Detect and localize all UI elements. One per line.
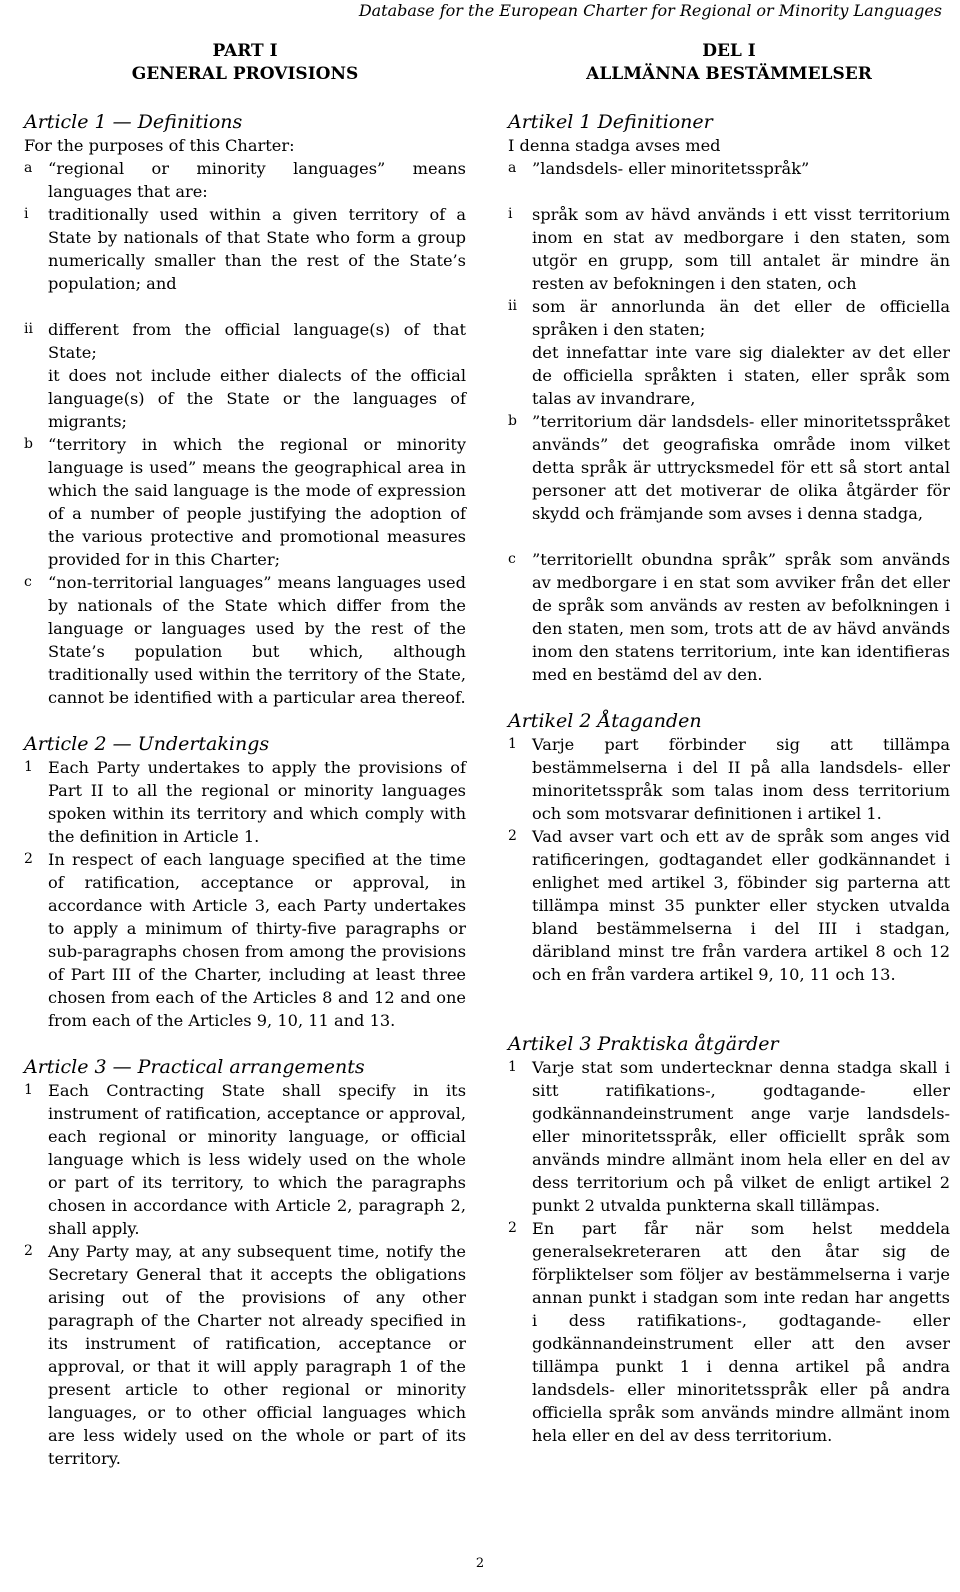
definition-a-i [508,203,950,295]
item-label: 1 [508,736,517,752]
item-text: “regional or minority languages” means languages that are: [48,159,466,201]
article-3-title: Article 3 — Practical arrangements [24,1056,365,1078]
item-label: 2 [24,851,33,867]
item-text: “non-territorial languages” means languages used by nationals of the State which differ from the language or languages used by the rest of the State’s population but which, although traditionally used within the territory of the State, cannot be identified with a particular area thereof. [48,573,466,707]
article-1-title: Artikel 1 Definitioner [508,111,713,133]
definition-a-ii [24,318,466,364]
definition-a [508,157,950,180]
item-text: Varje part förbinder sig att tillämpa bestämmelserna i del II på alla landsdels- eller minoritetsspråk som talas inom dess territorium och som motsvarar definitionen i artikel 1. [532,735,950,823]
item-label: c [508,551,516,567]
item-label: 2 [508,828,517,844]
definition-a-note: det innefattar inte vare sig dialekter av det eller de officiella språkten i staten, eller språk som talas av invandrare, [532,343,950,408]
definition-c [508,548,950,686]
item-label: a [24,160,33,176]
article-1-title: Article 1 — Definitions [24,111,243,133]
article-2-paragraph-2 [508,825,950,986]
definition-a [24,157,466,203]
part-title: GENERAL PROVISIONS [131,64,359,84]
article-1-intro: I denna stadga avses med [508,136,721,155]
part-title: ALLMÄNNA BESTÄMMELSER [586,64,872,84]
article-3-paragraph-2 [508,1217,950,1447]
item-label: 1 [508,1059,517,1075]
swedish-column [508,40,950,1447]
part-number: PART I [212,41,278,61]
article-2-paragraph-2 [24,848,466,1032]
item-label: i [24,206,29,222]
item-label: 2 [508,1220,517,1236]
item-label: ii [24,321,33,337]
item-label: 2 [24,1243,33,1259]
item-label: i [508,206,513,222]
item-text: Vad avser vart och ett av de språk som anges vid ratificeringen, godtagandet eller godkännandet i enlighet med artikel 3, föbinder sig parterna att tillämpa minst 35 punkter eller stycken utvalda bland bestämmelserna i del III i stadgan, däribland minst tre från vardera artikel 8 och 12 och en från vardera artikel 9, 10, 11 och 13. [532,827,950,984]
item-text: ”territoriellt obundna språk” språk som används av medborgare i en stat som avviker från det eller de språk som används av resten av befolkningen i den staten, men som, trots att de av hävd används inom den statens territorium, inte kan identifieras med en bestämd del av den. [532,550,950,684]
definition-b [508,410,950,525]
item-text: Any Party may, at any subsequent time, notify the Secretary General that it accepts the obligations arising out of the provisions of any other paragraph of the Charter not already specified in its instrument of ratification, acceptance or approval, or that it will apply paragraph 1 of the present article to other regional or minority languages, or to other official languages which are less widely used on the whole or part of its territory. [48,1242,466,1468]
item-label: b [24,436,33,452]
item-text: En part får när som helst meddela generalsekreteraren att den åtar sig de förpliktelser som följer av bestämmelserna i varje annan punkt i stadgan som inte redan har angetts i dess ratifikations-, godtagande- eller godkännandeinstrument eller att den avser tillämpa punkt 1 i denna artikel på andra landsdels- eller minoritetsspråk eller på andra officiella språk som används mindre allmänt inom hela eller en del av dess territorium. [532,1219,950,1445]
item-label: b [508,413,517,429]
item-label: a [508,160,517,176]
article-2-paragraph-1 [508,733,950,825]
item-label: c [24,574,32,590]
article-3-paragraph-1 [24,1079,466,1240]
item-label: 1 [24,1082,33,1098]
item-text: ”territorium där landsdels- eller minoritetsspråket används” det geografiska område inom vilket detta språk är uttrycksmedel för ett så stort antal personer att det motiverar de olika åtgärder för skydd och främjande som avses i denna stadga, [532,412,950,523]
item-text: språk som av hävd används i ett visst territorium inom en stat av medborgare i den staten, som utgör en grupp, som till antalet är mindre än resten av befokningen i den staten, och [532,205,950,293]
article-2-title: Artikel 2 Åtaganden [508,710,702,732]
part-heading [24,40,466,86]
part-number: DEL I [702,41,756,61]
article-2-title: Article 2 — Undertakings [24,733,270,755]
definition-a-i [24,203,466,295]
article-3-paragraph-1 [508,1056,950,1217]
item-text: Each Party undertakes to apply the provisions of Part II to all the regional or minority languages spoken within its territory and which comply with the definition in Article 1. [48,758,466,846]
item-text: som är annorlunda än det eller de officiella språken i den staten; [532,297,950,339]
page-number: 2 [475,1556,485,1571]
part-heading [508,40,950,86]
item-text: “territory in which the regional or minority language is used” means the geographical area in which the said language is the mode of expression of a number of people justifying the adoption of the various protective and promotional measures provided for in this Charter; [48,435,466,569]
item-text: ”landsdels- eller minoritetsspråk” [532,159,810,178]
item-text: Each Contracting State shall specify in its instrument of ratification, acceptance or approval, each regional or minority language, or official language which is less widely used on the whole or part of its territory, to which the paragraphs chosen in accordance with Article 2, paragraph 2, shall apply. [48,1081,466,1238]
english-column [24,40,466,1470]
definition-c [24,571,466,709]
definition-a-note: it does not include either dialects of the official language(s) of the State or the languages of migrants; [48,366,466,431]
definition-a-ii [508,295,950,341]
item-label: 1 [24,759,33,775]
article-2-paragraph-1 [24,756,466,848]
item-text: Varje stat som undertecknar denna stadga skall i sitt ratifikations-, godtagande- eller godkännandeinstrument ange varje landsdels- eller minoritetsspråk, eller officiellt språk som används mindre allmänt inom hela eller en del av dess territorium och på vilket de enligt artikel 2 punkt 2 utvalda punkterna skall tillämpas. [532,1058,950,1215]
article-3-paragraph-2 [24,1240,466,1470]
definition-b [24,433,466,571]
item-text: different from the official language(s) of that State; [48,320,466,362]
article-1-intro: For the purposes of this Charter: [24,136,295,155]
article-3-title: Artikel 3 Praktiska åtgärder [508,1033,779,1055]
running-header: Database for the European Charter for Regional or Minority Languages [358,1,942,20]
item-label: ii [508,298,517,314]
item-text: In respect of each language specified at the time of ratification, acceptance or approval, in accordance with Article 3, each Party undertakes to apply a minimum of thirty-five paragraphs or sub-paragraphs chosen from among the provisions of Part III of the Charter, including at least three chosen from each of the Articles 8 and 12 and one from each of the Articles 9, 10, 11 and 13. [48,850,466,1030]
item-text: traditionally used within a given territory of a State by nationals of that State who form a group numerically smaller than the rest of the State’s population; and [48,205,466,293]
